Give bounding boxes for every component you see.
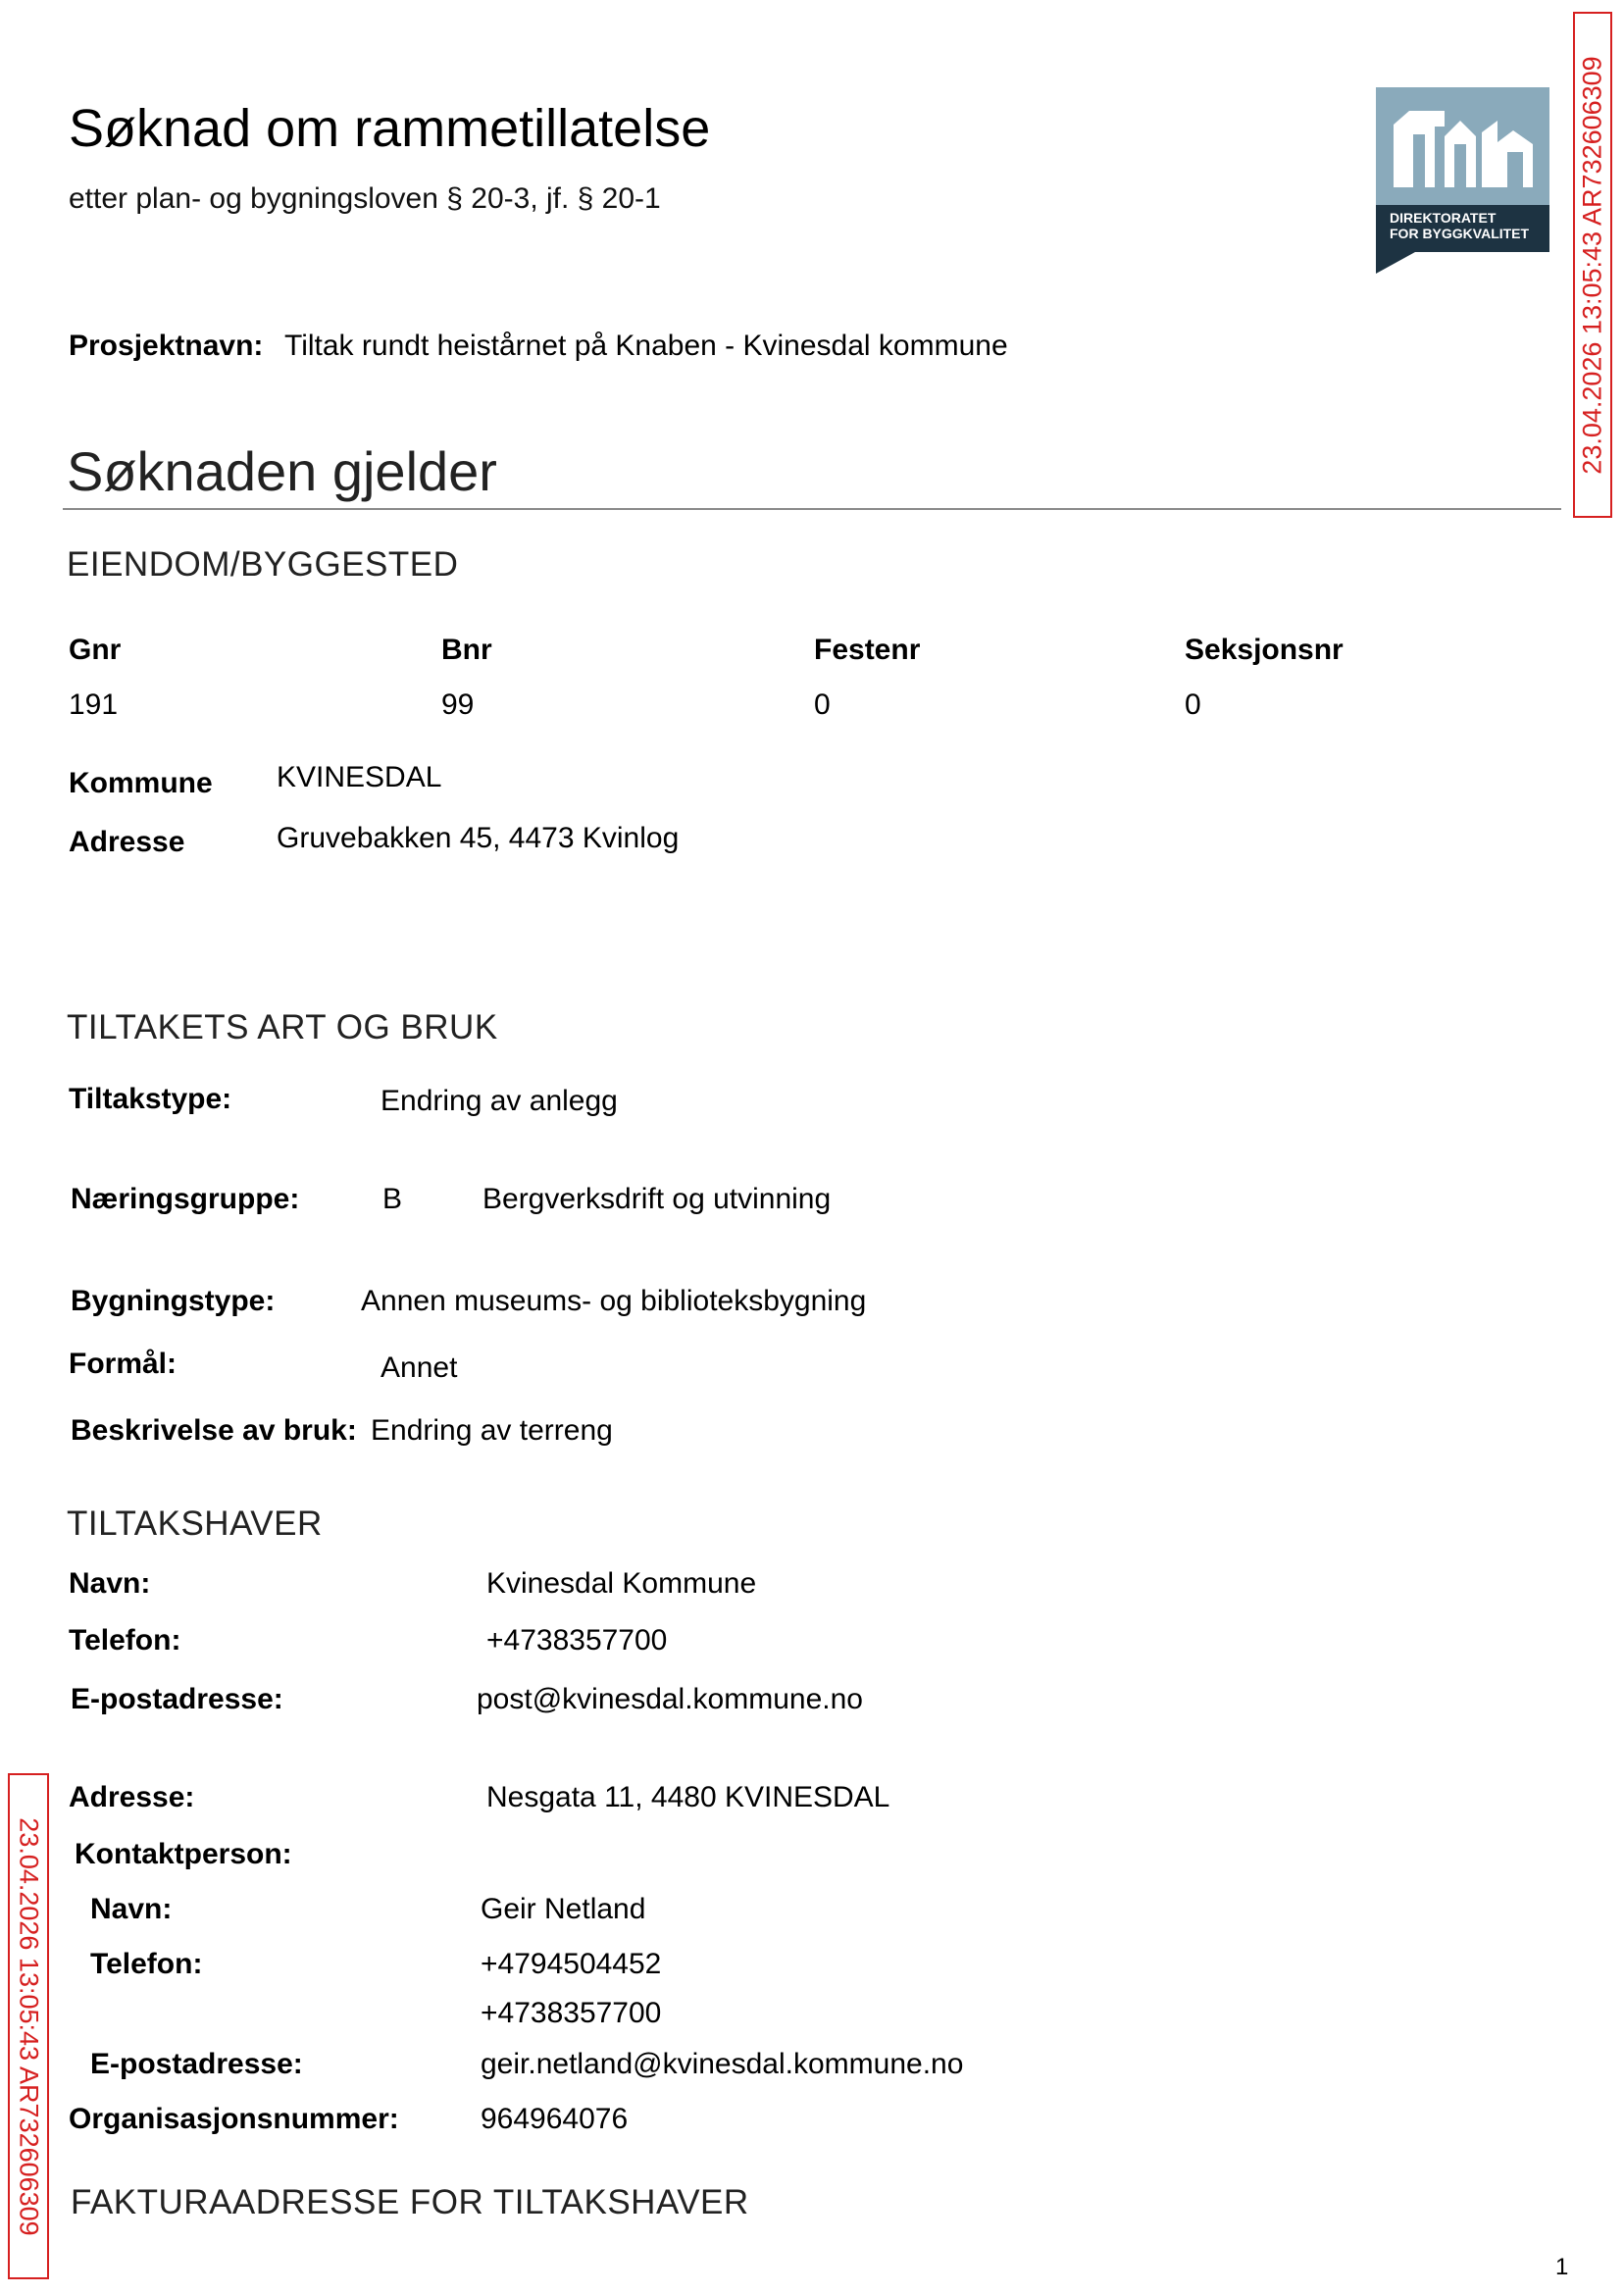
kontakt-navn-value: Geir Netland: [481, 1893, 646, 1925]
naeringsgruppe-code: B: [382, 1183, 403, 1215]
naeringsgruppe-value: Bergverksdrift og utvinning: [482, 1183, 832, 1215]
organisasjonsnummer-value: 964964076: [481, 2103, 629, 2135]
tiltakstype-value: Endring av anlegg: [381, 1085, 618, 1117]
kommune-value: KVINESDAL: [277, 761, 442, 793]
tiltakshaver-epost-value: post@kvinesdal.kommune.no: [477, 1683, 863, 1715]
kontakt-telefon-value-2: +4738357700: [481, 1997, 662, 2029]
project-name-value: Tiltak rundt heistårnet på Knaben - Kvinesdal kommune: [284, 330, 1008, 362]
tiltakshaver-adresse-value: Nesgata 11, 4480 KVINESDAL: [486, 1781, 890, 1813]
beskrivelse-av-bruk-label: Beskrivelse av bruk:: [71, 1414, 357, 1447]
festenr-value: 0: [814, 688, 831, 721]
adresse-label: Adresse: [69, 826, 185, 858]
logo-line-1: DIREKTORATET: [1390, 210, 1497, 226]
page-subtitle: etter plan- og bygningsloven § 20-3, jf. § 20-1: [69, 182, 661, 215]
logo-line-2: FOR BYGGKVALITET: [1390, 226, 1530, 241]
section-heading-eiendom: EIENDOM/BYGGESTED: [67, 545, 459, 584]
page-number: 1: [1555, 2254, 1569, 2280]
section-heading-soknaden: Søknaden gjelder: [67, 440, 497, 502]
formaal-value: Annet: [381, 1351, 458, 1384]
tiltakshaver-navn-label: Navn:: [69, 1567, 151, 1600]
tiltakshaver-adresse-label: Adresse:: [69, 1781, 195, 1813]
logo-tail: [1376, 252, 1415, 274]
gnr-value: 191: [69, 688, 119, 721]
section-heading-tiltakshaver: TILTAKSHAVER: [67, 1504, 323, 1543]
stamp-text: 23.04.2026 13:05:43 AR732606309: [1577, 55, 1607, 475]
kontakt-telefon-value-1: +4794504452: [481, 1948, 662, 1980]
page-title: Søknad om rammetillatelse: [69, 99, 711, 158]
project-name-label: Prosjektnavn:: [69, 330, 264, 362]
tiltakstype-label: Tiltakstype:: [69, 1083, 232, 1115]
tiltakshaver-epost-label: E-postadresse:: [71, 1683, 283, 1715]
stamp-text: 23.04.2026 13:05:43 AR732606309: [14, 1816, 44, 2236]
bnr-value: 99: [441, 688, 475, 721]
bygningstype-value: Annen museums- og biblioteksbygning: [361, 1285, 867, 1317]
organisasjonsnummer-label: Organisasjonsnummer:: [69, 2103, 399, 2135]
tiltakshaver-telefon-label: Telefon:: [69, 1624, 181, 1657]
logo-buildings-icon: [1376, 87, 1549, 205]
timestamp-stamp-left: [8, 1773, 49, 2279]
festenr-label: Festenr: [814, 634, 921, 666]
naeringsgruppe-label: Næringsgruppe:: [71, 1183, 300, 1215]
tiltakshaver-telefon-value: +4738357700: [486, 1624, 668, 1657]
gnr-label: Gnr: [69, 634, 122, 666]
timestamp-stamp-top: [1573, 12, 1612, 518]
seksjonsnr-label: Seksjonsnr: [1185, 634, 1344, 666]
tiltakshaver-navn-value: Kvinesdal Kommune: [486, 1567, 757, 1600]
section-heading-faktura: FAKTURAADRESSE FOR TILTAKSHAVER: [71, 2183, 749, 2221]
kontakt-navn-label: Navn:: [90, 1893, 173, 1925]
kontakt-epost-label: E-postadresse:: [90, 2048, 303, 2080]
bnr-label: Bnr: [441, 634, 492, 666]
logo-text: [1390, 210, 1529, 241]
beskrivelse-av-bruk-value: Endring av terreng: [371, 1414, 613, 1447]
section-heading-tiltak: TILTAKETS ART OG BRUK: [67, 1008, 498, 1046]
seksjonsnr-value: 0: [1185, 688, 1201, 721]
adresse-value: Gruvebakken 45, 4473 Kvinlog: [277, 822, 680, 854]
kontakt-telefon-label: Telefon:: [90, 1948, 203, 1980]
bygningstype-label: Bygningstype:: [71, 1285, 276, 1317]
kommune-label: Kommune: [69, 767, 213, 799]
section-divider: [63, 508, 1561, 510]
formaal-label: Formål:: [69, 1348, 178, 1380]
kontaktperson-label: Kontaktperson:: [75, 1838, 292, 1870]
kontakt-epost-value: geir.netland@kvinesdal.kommune.no: [481, 2048, 964, 2080]
dibk-logo: [1376, 87, 1549, 276]
